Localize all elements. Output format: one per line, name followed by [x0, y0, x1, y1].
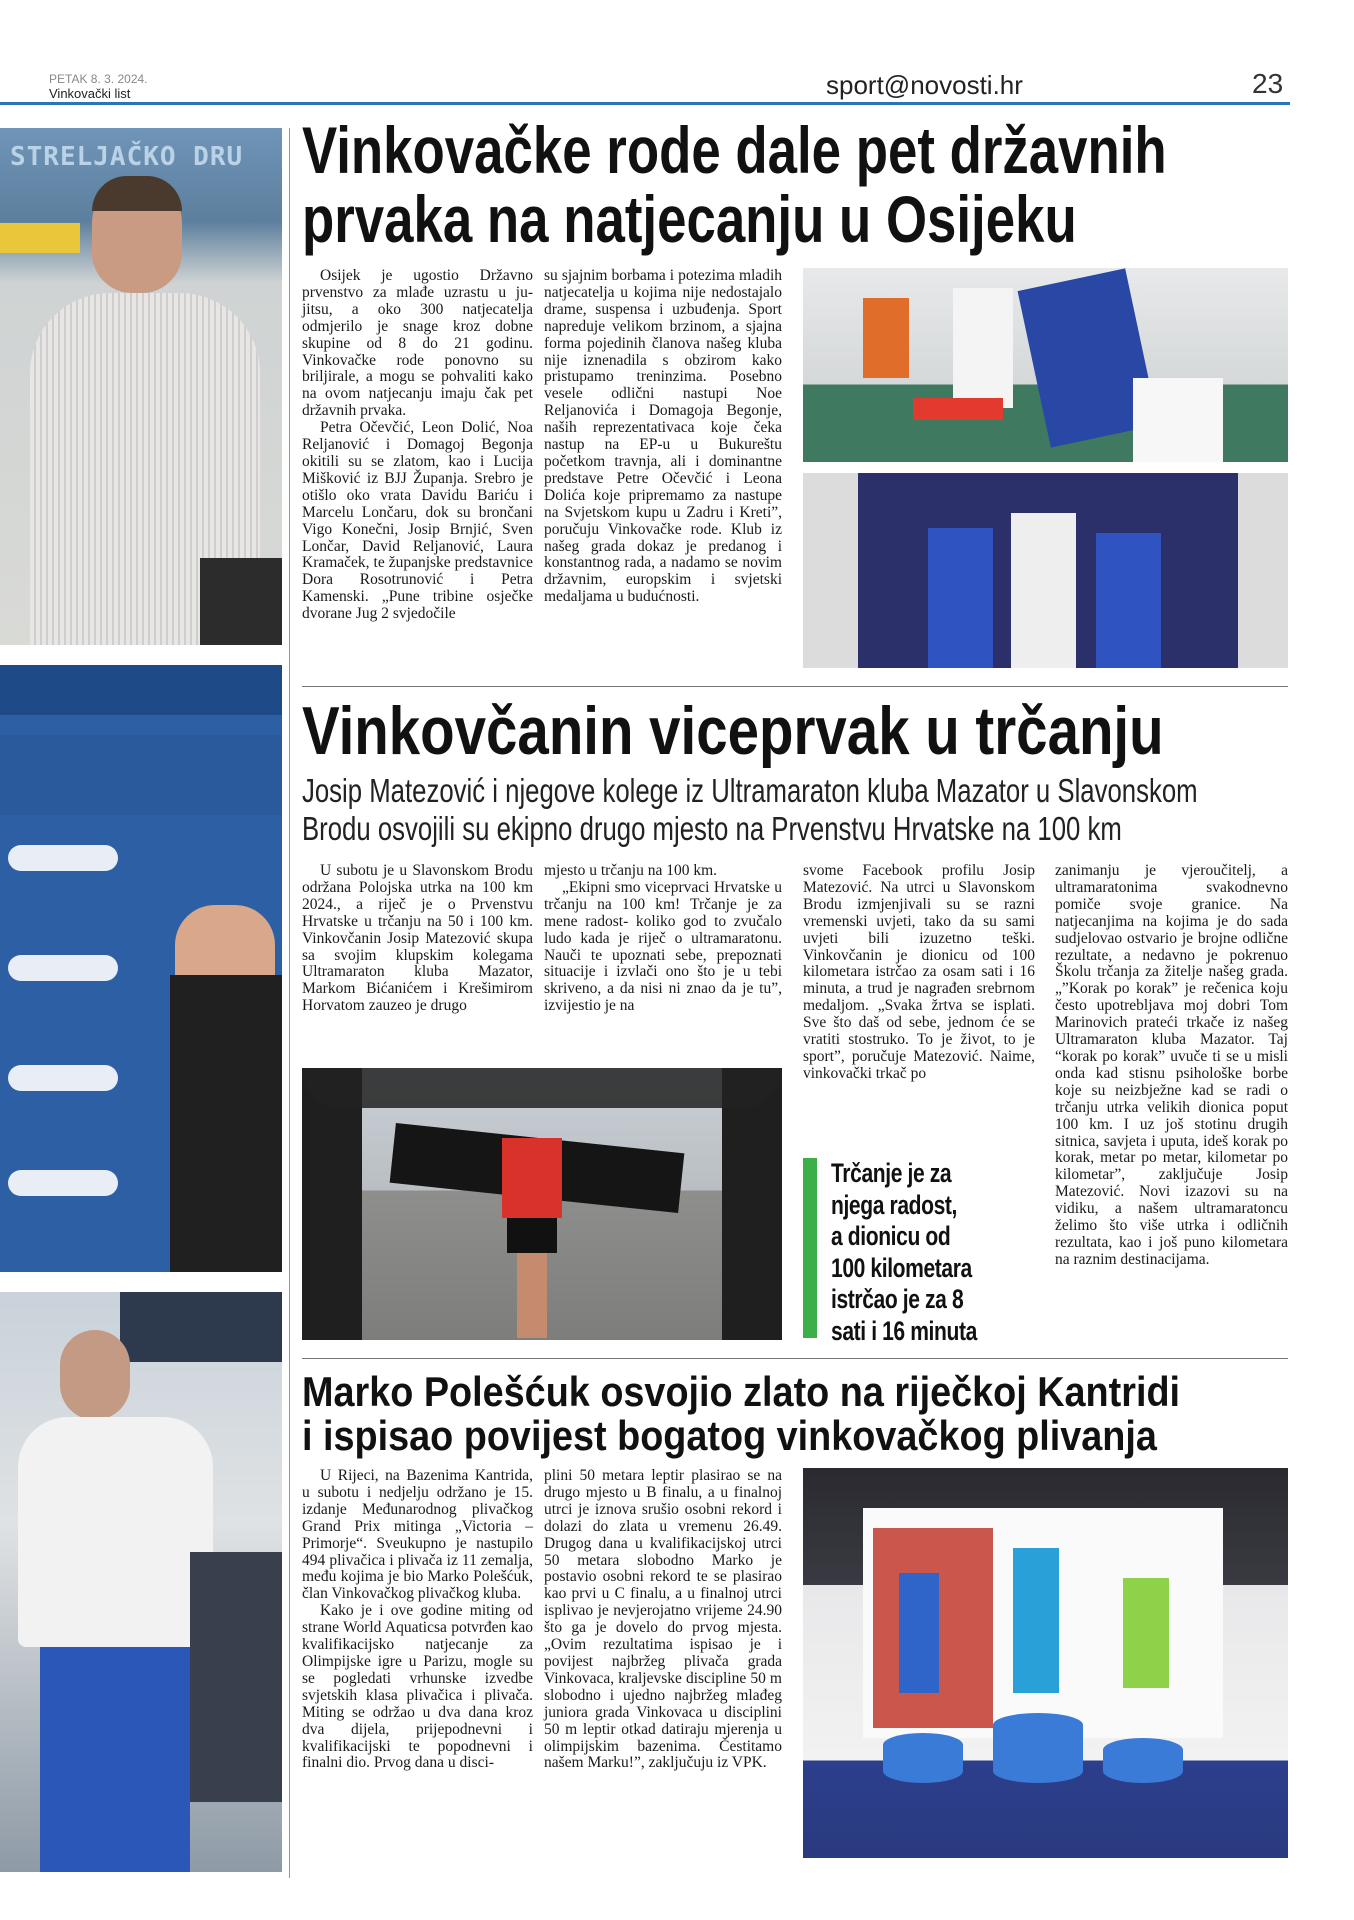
- subheadline-line: Josip Matezović i njegove kolege iz Ultramaraton kluba Mazator u Slavonskom: [302, 772, 1198, 809]
- paragraph: plini 50 metara leptir plasirao se na drugo mjesto u B finalu, a u finalnoj utrci je iznova srušio osobni rekord i dolazi do zlata u vremenu 26.49. Drugog dana u kvalifikacijskoj utrci 50 metara slobodno Marko je postavio osobni rekord te se plasirao kao prvi u C finalu, a u finalnoj utrci isplivao je nevjerojatno vrijeme 24.90 što ga je dovelo do prvog mjesta. „Ovim rezultatima ispisao je i povijest najbržeg plivača grada Vinkovaca, kraljevske discipline 50 m slobodno i ujedno najbržeg mlađeg juniora grada Vinkovaca u disciplini 50 m leptir otkad datiraju mjerenja u olimpijskim bazenima. Čestitamo našem Marku!”, zaključuju iz VPK.: [544, 1467, 782, 1772]
- article2-column-1: [302, 863, 533, 1015]
- pull-quote-line: Trčanje je za: [831, 1158, 952, 1188]
- paragraph: U subotu je u Slavonskom Brodu održana Polojska utrka na 100 km 2024., a riječ je o Prvenstvu Hrvatske u trčanju na 50 i 100 km. Vinkovčanin Josip Matezović skupa sa svojim klupskim kolegama Ultramaraton kluba Mazator, Markom Bićanićem i Krešimirom Horvatom zauzeo je drugo: [302, 862, 533, 1015]
- article2-subheadline: [302, 772, 1198, 848]
- article1-headline-line: prvaka na natjecanju u Osijeku: [302, 182, 1077, 257]
- article3-column-1: [302, 1468, 533, 1772]
- photo-jujitsu-podium: [803, 473, 1288, 668]
- paragraph: Kako je i ove godine miting od strane World Aquaticsa potvrđen kao kvalifikacijsko natjecanje za Olimpijske igre u Parizu, mogle su se pogledati vrhunske izvedbe svjetskih klasa plivačica i plivača. Miting se održao u dva dana kroz dva dijela, prijepodnevni i kvalifikacijski te popodnevni i finalni dio. Prvog dana u disci-: [302, 1602, 533, 1772]
- article2-headline: Vinkovčanin viceprvak u trčanju: [302, 693, 1164, 769]
- article-divider: [302, 1358, 1288, 1359]
- paragraph: Osijek je ugostio Državno prvenstvo za mlađe uzrastu u ju-jitsu, a oko 300 natjecatelja odmjerilo je snage kroz dobne skupine od 8 do 21 godinu. Vinkovačke rode ponovno su briljirale, a mogu se pohvaliti kako na ovom natjecanju imaju čak pet državnih prvaka.: [302, 267, 533, 420]
- paragraph: „Ekipni smo viceprvaci Hrvatske u trčanju na 100 km! Trčanje je za mene radost- koliko god to zvučalo ludo kada je riječ o ultramaratonu. Nauči te upoznati sebe, prepoznati situacije i izvlači ono što je u tebi skriveno, a da nisi ni znao da je tu”, izvijestio je na: [544, 878, 782, 1015]
- article3-headline-line: i ispisao povijest bogatog vinkovačkog plivanja: [302, 1412, 1157, 1460]
- pull-quote: [803, 1158, 1035, 1346]
- issue-date: PETAK 8. 3. 2024.: [49, 72, 148, 86]
- article3-column-2: [544, 1468, 782, 1772]
- article1-column-2: [544, 268, 782, 606]
- pull-quote-line: istrčao je za 8: [831, 1284, 964, 1314]
- pull-quote-bar: [803, 1158, 817, 1338]
- pull-quote-line: 100 kilometara: [831, 1252, 972, 1283]
- header-rule: [0, 102, 1290, 105]
- paragraph: svome Facebook profilu Josip Matezović. Na utrci u Slavonskom Brodu izmjenjivali su se razni vremenski uvjeti, tako da su sami uvjeti bili izuzetno teški. Vinkovčanin je dionicu od 100 kilometara istrčao za osam sati i 16 minuta, a trud je nagrađen srebrnom medaljom. „Svaka žrtva se isplati. Sve što daš od sebe, jednom će se vratiti stostruko. To je život, to je sport”, poručuje Matezović. Naime, vinkovački trkač po: [803, 862, 1035, 1082]
- article2-column-3: [803, 863, 1035, 1083]
- page-number: 23: [1252, 68, 1284, 99]
- photo-shooting-federation-banner: [0, 665, 282, 1272]
- article3-headline: [302, 1370, 1180, 1458]
- paragraph: su sjajnim borbama i potezima mladih natjecatelja u kojima nije nedostajalo drame, suspensa i uzbuđenja. Sport napreduje velikom brzinom, a sjajna forma pojedinih članova našeg kluba nije iznenadila s obzirom kako pristupamo treninzima. Posebno vesele odlični nastupi Noe Reljanovića i Domagoja Begonje, naših reprezentativaca koje čeka nastup na EP-u u Bukureštu početkom travnja, ali i dominantne predstave Petre Očevčić i Leona Dolića koje pripremamo za nastupe na Svjetskom kupu u Zadru i Kreti”, poručuju Vinkovačke rode. Klub iz našeg grada dokaz je predanog i konstantnog rada, a nadamo se novim državnim, europskim i svjetski medaljama u budućnosti.: [544, 267, 782, 606]
- article1-headline-line: Vinkovačke rode dale pet državnih: [302, 113, 1167, 187]
- article2-column-2: [544, 863, 782, 1015]
- pull-quote-line: a dionicu od: [831, 1221, 951, 1251]
- article2-column-4: [1055, 863, 1288, 1269]
- pull-quote-line: sati i 16 minuta: [831, 1315, 977, 1346]
- photo-swimmer-portrait: [0, 1292, 282, 1872]
- article-divider: [302, 686, 1288, 687]
- article1-headline: [302, 113, 1167, 257]
- paragraph: mjesto u trčanju na 100 km.: [544, 862, 718, 879]
- photo-shooter-portrait: STRELJAČKO DRU: [0, 128, 282, 645]
- section-email: sport@novosti.hr: [826, 70, 1023, 100]
- paragraph: U Rijeci, na Bazenima Kantrida, u subotu i nedjelju održano je 15. izdanje Međunarodnog plivačkog Grand Prix mitinga „Victoria – Primorje“. Sveukupno je nastupilo 494 plivačica i plivača iz 11 zemalja, među kojima je bio Marko Polešćuk, član Vinkovačkog plivačkog kluba.: [302, 1467, 533, 1603]
- photo-jujitsu-match: [803, 268, 1288, 462]
- subheadline-line: Brodu osvojili su ekipno drugo mjesto na Prvenstvu Hrvatske na 100 km: [302, 810, 1122, 847]
- newspaper-name: Vinkovački list: [49, 86, 131, 101]
- article3-headline-line: Marko Polešćuk osvojio zlato na riječkoj Kantridi: [302, 1368, 1181, 1415]
- photo-runner-finish: [302, 1068, 782, 1340]
- photo-swimming-podium: [803, 1468, 1288, 1858]
- paragraph: zanimanju je vjeroučitelj, a ultramaratonima svakodnevno pomiče svoje granice. Na natjecanjima na kojima je do sada sudjelovao ostvario je brojne odlične rezultate, a nedavno je pokrenuo Školu trčanja za žitelje našeg grada. „”Korak po korak” je rečenica koju često upotrebljava moj dobri Tom Marinovich prateći trkače iz našeg Ultramaraton kluba Mazator. Taj “korak po korak” uvuče ti se u misli onda kad stisnu psihološke borbe koje su neizbježne kad se radi o trčanju utrka velikih dionica poput 100 km. I uz još stotinu drugih sitnica, savjeta i uputa, ideš korak po korak, metar po metar, kilometar po kilometar”, zaključuje Josip Matezović. Novi izazovi su na vidiku, a našem ultramaratoncu želimo što više utrka i odličnih rezultata, kao i još puno kilometara na raznim destinacijama.: [1055, 862, 1288, 1268]
- article1-column-1: [302, 268, 533, 623]
- column-divider: [289, 128, 290, 1878]
- pull-quote-line: njega radost,: [831, 1189, 958, 1220]
- paragraph: Petra Očevčić, Leon Dolić, Noa Reljanović i Domagoj Begonja okitili su se zlatom, kao i Lucija Mišković iz BJJ Županja. Srebro je otišlo oko vrata Davidu Bariću i Marcelu Lončaru, dok su brončani Vigo Konečni, Josip Brnjić, Sven Lončar, David Reljanović, Laura Kramaček, te županjske predstavnice Dora Rosotrunović i Petra Kamenski. „Pune tribine osječke dvorane Jug 2 svjedočile: [302, 419, 533, 623]
